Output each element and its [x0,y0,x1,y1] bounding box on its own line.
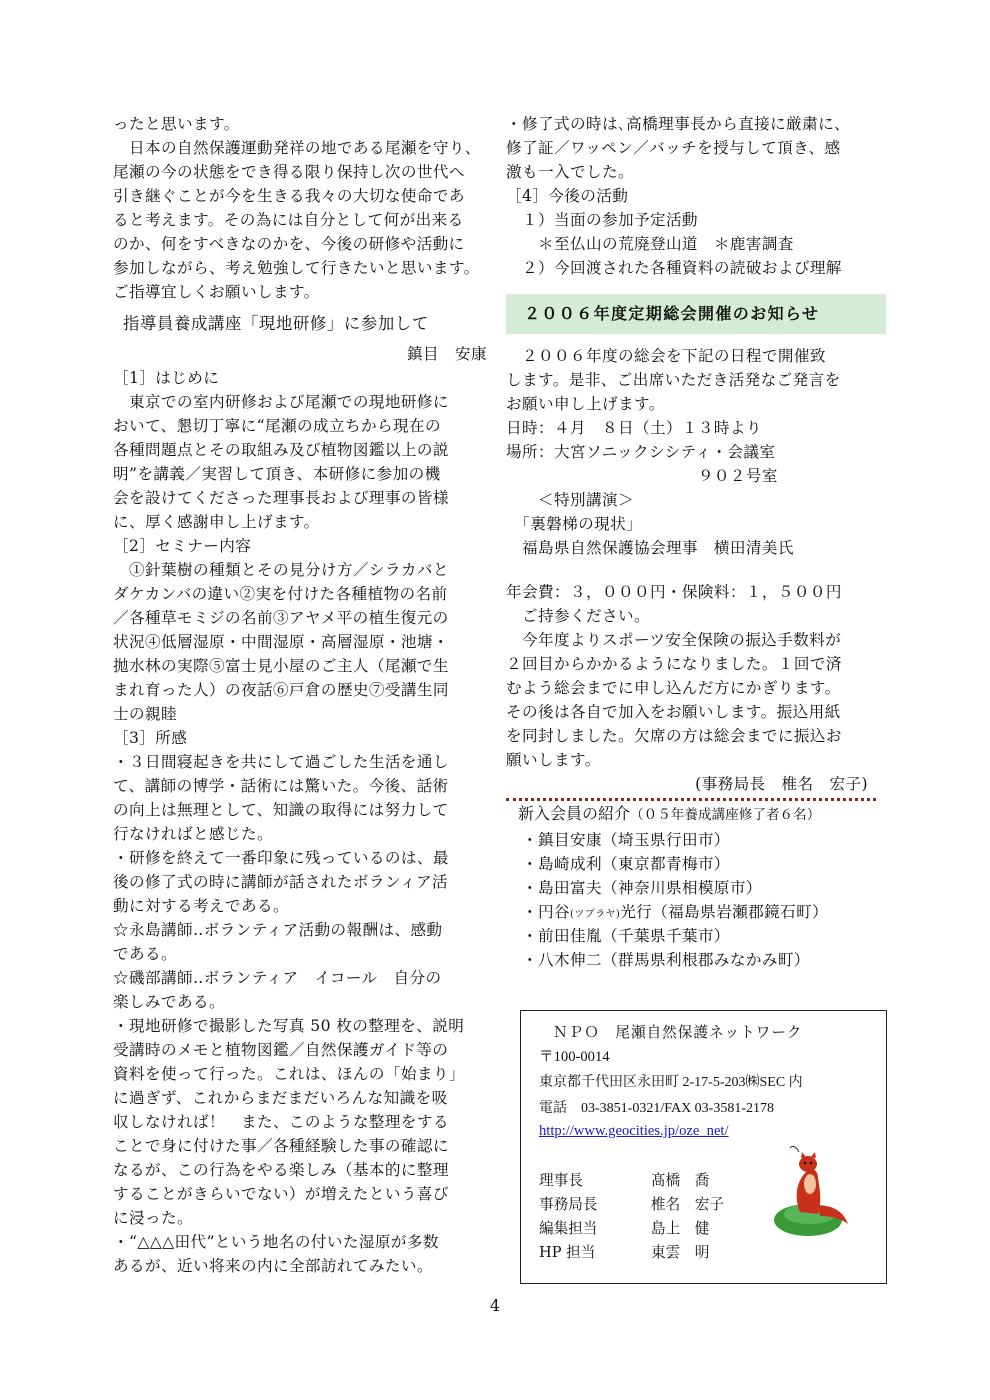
text-line: 激も一入でした。 [506,163,634,181]
list-item [506,900,886,924]
text-line: まれ育った人）の夜話⑥戸倉の歴史⑦受講生同 [113,681,449,699]
list-item: ・島田富夫（神奈川県相模原市） [522,879,762,897]
npo-org-name: ＮＰＯ 尾瀬自然保護ネットワーク [553,1024,803,1041]
staff-name: 東雲 明 [651,1244,710,1261]
text-line: 行なければと感じた。 [113,825,273,843]
continued-paragraph [506,112,886,280]
text-line: て、講師の博学・話術には驚いた。今後、話術 [113,777,449,795]
article-title: 指導員養成講座「現地研修」に参加して [123,314,429,333]
fees-paragraph [506,580,886,772]
text-line: のか、何をすべきなのかを、今後の研修や活動に [113,235,465,253]
left-column [113,112,493,1278]
list-item: ・八木伸二（群馬県利根郡みなかみ町） [522,951,810,969]
text-line: むよう総会までに申し込んだ方にかぎります。 [506,679,841,697]
text-line: ９０２号室 [506,467,778,485]
text-line: 楽しみである。 [113,993,225,1011]
text-line: ①針葉樹の種類とその見分け方／シラカバと [113,561,449,579]
text-line: 各種問題点とその取組み及び植物図鑑以上の説 [113,441,449,459]
text-line: ご持参ください。 [506,607,650,625]
text-line: 士の親睦 [113,705,177,723]
text-line: 尾瀬の今の状態をでき得る限り保持し次の世代へ [113,163,465,181]
article-author: 鎮目 安康 [407,345,487,363]
notice-signature: (事務局長 椎名 宏子) [695,775,868,793]
text-line: 状況④低層湿原・中間湿原・高層湿原・池塘・ [113,633,449,651]
text-line: である。 [113,945,177,963]
staff-name: 髙橋 喬 [651,1172,710,1189]
text-line: ２回目からかかるようになりました。１回で済 [506,655,842,673]
phone-fax: 電話 03-3851-0321/FAX 03-3581-2178 [539,1101,775,1116]
weasel-mascot-illustration [766,1142,866,1242]
text-line: 場所：大宮ソニックシシティ・会議室 [506,443,776,461]
text-line: ２）今回渡された各種資料の読破および理解 [506,259,842,277]
text-line: 参加しながら、考え勉強して行きたいと思います。 [113,259,480,277]
text-line: ことで身に付けた事／各種経験した事の確認に [113,1137,449,1155]
text-line: ☆永島講師‥ボランティア活動の報酬は、感動 [113,921,443,939]
text-line: 拋水林の実際⑤富士見小屋のご主人（尾瀬で生 [113,657,449,675]
text-line: 明”を講義／実習して頂き、本研修に参加の機 [113,465,441,483]
staff-name: 島上 健 [651,1220,710,1237]
text-line: 福島県自然保護協会理事 横田清美氏 [506,539,794,557]
text-line: ご指導宜しくお願いします。 [113,283,320,301]
meeting-notice-body [506,344,886,560]
text-line: します。是非、ご出席いただき活発なご発言を [506,371,841,389]
text-line: に、厚く感謝申し上げます。 [113,513,320,531]
address: 東京都千代田区永田町 2-17-5-203㈱SEC 内 [539,1075,803,1090]
name-reading: (ツブラヤ) [569,909,621,920]
right-column [506,112,886,972]
text-line: することがきらいでない）が増えたという喜び [113,1185,449,1203]
website-link[interactable]: http://www.geocities.jp/oze_net/ [539,1123,729,1139]
new-members-note: （０５年養成講座修了者６名） [630,807,821,823]
text-line: に浸った。 [113,1209,193,1227]
staff-role: 事務局長 [539,1196,598,1213]
text-line: ・研修を終えて一番印象に残っているのは、最 [113,849,449,867]
text-line: ／各種草モミジの名前③アヤメ平の植生復元の [113,609,449,627]
list-item: ・前田佳胤（千葉県千葉市） [522,927,730,945]
staff-role: 理事長 [539,1172,583,1189]
text-line: ［2］セミナー内容 [113,537,252,555]
text-line: 今年度よりスポーツ安全保険の振込手数料が [506,631,842,649]
text-line: の向上は無理として、知識の取得には努力して [113,801,449,819]
postal-code: 〒100-0014 [539,1049,610,1065]
text-line: 収しなければ！ また、このような整理をする [113,1113,449,1131]
text-line: 「裏磐梯の現状」 [506,515,643,533]
text-line: ＊至仏山の荒廃登山道 ＊鹿害調査 [506,235,794,253]
text-line: その後は各自で加入をお願いします。振込用紙 [506,703,841,721]
text-line: おいて、懇切丁寧に“尾瀬の成立ちから現在の [113,417,441,435]
text-line: 動に対する考えである。 [113,897,289,915]
new-members-heading [506,801,886,828]
staff-role: 編集担当 [539,1220,598,1237]
text-line: ・“△△△田代”という地名の付いた湿原が多数 [113,1233,439,1251]
text-line: ・修了式の時は､高橋理事長から直接に厳粛に、 [506,115,851,133]
text-line: あるが、近い将来の内に全部訪れてみたい。 [113,1257,433,1275]
text-line: 日時：４月 ８日（土）１３時より [506,419,762,437]
text-line: お願い申し上げます。 [506,395,665,413]
staff-name: 椎名 宏子 [651,1196,724,1213]
new-members-title: 新入会員の紹介 [518,804,631,823]
text-line: 会を設けてくださった理事長および理事の皆様 [113,489,449,507]
text-line: を同封しました。欠席の方は総会までに振込お [506,727,842,745]
text-line: ［4］今後の活動 [506,187,629,205]
text-line: ☆磯部講師‥ボランティア イコール 自分の [113,969,442,987]
text-line: 修了証／ワッペン／バッチを授与して頂き、感 [506,139,841,157]
text-line: ・３日間寝起きを共にして過ごした生活を通し [113,753,449,771]
text-line: ＜特別講演＞ [506,491,634,509]
article-body [113,366,493,1278]
text-line: ［1］はじめに [113,369,220,387]
text-line: 年会費：３，０００円・保険料：１，５００円 [506,583,842,601]
text-line: ると考えます。その為には自分として何が出来る [113,211,464,229]
list-item: ・島崎成利（東京都青梅市） [522,855,730,873]
text-line: 東京での室内研修および尾瀬での現地研修に [113,393,449,411]
text-line: １）当面の参加予定活動 [506,211,698,229]
member-rest: 光行（福島県岩瀬郡鏡石町） [620,903,829,921]
text-line: ２００６年度の総会を下記の日程で開催致 [506,347,826,365]
text-line: ・現地研修で撮影した写真 50 枚の整理を、説明 [113,1017,465,1035]
text-line: 後の修了式の時に講師が話されたボランィア活 [113,873,448,891]
staff-role: HP 担当 [539,1244,596,1261]
member-name: ・円谷 [522,903,570,921]
new-members-list [506,828,886,972]
text-line: 願いします。 [506,751,601,769]
text-line: ［3］所感 [113,729,188,747]
text-line: ダケカンバの違い②実を付けた各種植物の名前 [113,585,448,603]
intro-paragraph [113,112,493,304]
text-line: に過ぎず、これからまだまだいろんな知識を吸 [113,1089,448,1107]
list-item: ・鎮目安康（埼玉県行田市） [522,831,730,849]
text-line: なるが、この行為をやる楽しみ（基本的に整理 [113,1161,449,1179]
text-line: 引き継ぐことが今を生きる我々の大切な使命であ [113,187,465,205]
text-line: 日本の自然保護運動発祥の地である尾瀬を守り、 [113,139,481,157]
meeting-notice-title: ２００６年度定期総会開催のお知らせ [506,294,886,334]
page-number: 4 [489,1296,501,1315]
text-line: 受講時のメモと植物図鑑／自然保護ガイド等の [113,1041,449,1059]
text-line: 資料を使って行った。これは、ほんの「始まり」 [113,1065,465,1083]
text-line: ったと思います。 [113,115,240,133]
